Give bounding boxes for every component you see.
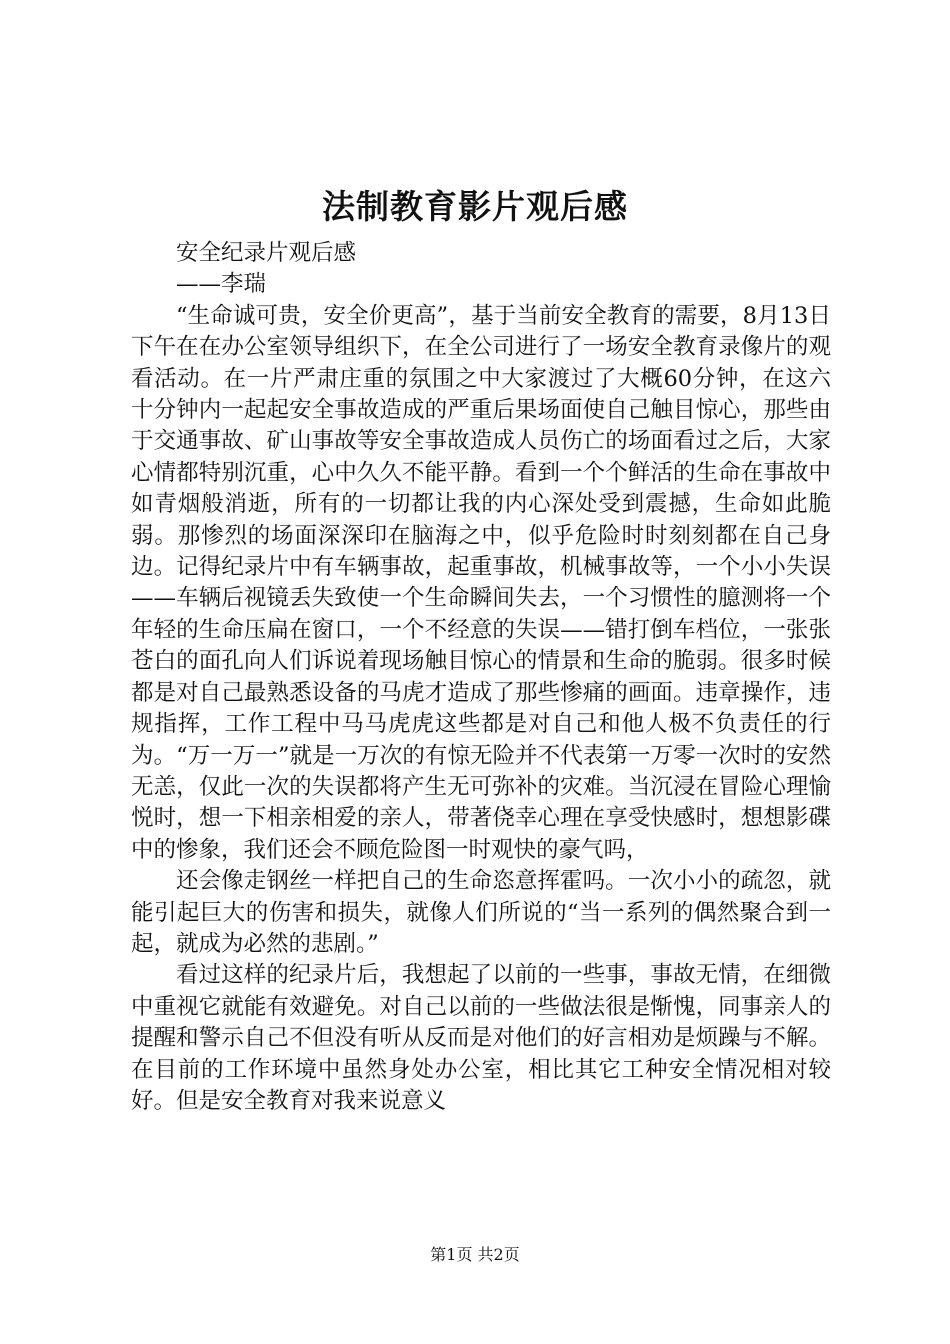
paragraph-1: “生命诚可贵，安全价更高”，基于当前安全教育的需要，8月13日下午在在办公室领导组织下，在全公司进行了一场安全教育录像片的观看活动。在一片严肃庄重的氛围之中大家渡过了大概60分钟，在这六十分钟内一起起安全事故造成的严重后果场面使自己触目惊心，那些由于交通事故、矿山事故等安全事故造成人员伤亡的场面看过之后，大家心情都特别沉重，心中久久不能平静。看到一个个鲜活的生命在事故中如青烟般消逝，所有的一切都让我的内心深处受到震撼，生命如此脆弱。那惨烈的场面深深印在脑海之中，似乎危险时时刻刻都在自己身边。记得纪录片中有车辆事故，起重事故，机械事故等，一个小小失误——车辆后视镜丢失致使一个生命瞬间失去，一个习惯性的臆测将一个年轻的生命压扁在窗口，一个不经意的失误——错打倒车档位，一张张苍白的面孔向人们诉说着现场触目惊心的情景和生命的脆弱。很多时候都是对自己最熟悉设备的马虎才造成了那些惨痛的画面。违章操作，违规指挥，工作工程中马马虎虎这些都是对自己和他人极不负责任的行为。“万一万一”就是一万次的有惊无险并不代表第一万零一次时的安然无恙，仅此一次的失误都将产生无可弥补的灾难。当沉浸在冒险心理愉悦时，想一下相亲相爱的亲人，带著侥幸心理在享受快感时，想想影碟中的惨象，我们还会不顾危险图一时观快的豪气吗， xyxy=(131,302,831,863)
paragraph-3: 看过这样的纪录片后，我想起了以前的一些事，事故无情，在细微中重视它就能有效避免。对自己以前的一些做法很是惭愧，同事亲人的提醒和警示自己不但没有听从反而是对他们的好言相劝是烦躁与不解。在目前的工作环境中虽然身处办公室，相比其它工种安全情况相对较好。但是安全教育对我来说意义 xyxy=(131,962,831,1114)
author-line: ——李瑞 xyxy=(176,271,267,298)
document-title: 法制教育影片观后感 xyxy=(322,187,628,226)
document-body xyxy=(131,238,831,1117)
subtitle: 安全纪录片观后感 xyxy=(176,240,357,266)
page-number-footer: 第1页 共2页 xyxy=(430,1245,520,1264)
paragraph-2: 还会像走钢丝一样把自己的生命恣意挥霍吗。一次小小的疏忽，就能引起巨大的伤害和损失，就像人们所说的“当一系列的偶然聚合到一起，就成为必然的悲剧。” xyxy=(131,868,831,957)
